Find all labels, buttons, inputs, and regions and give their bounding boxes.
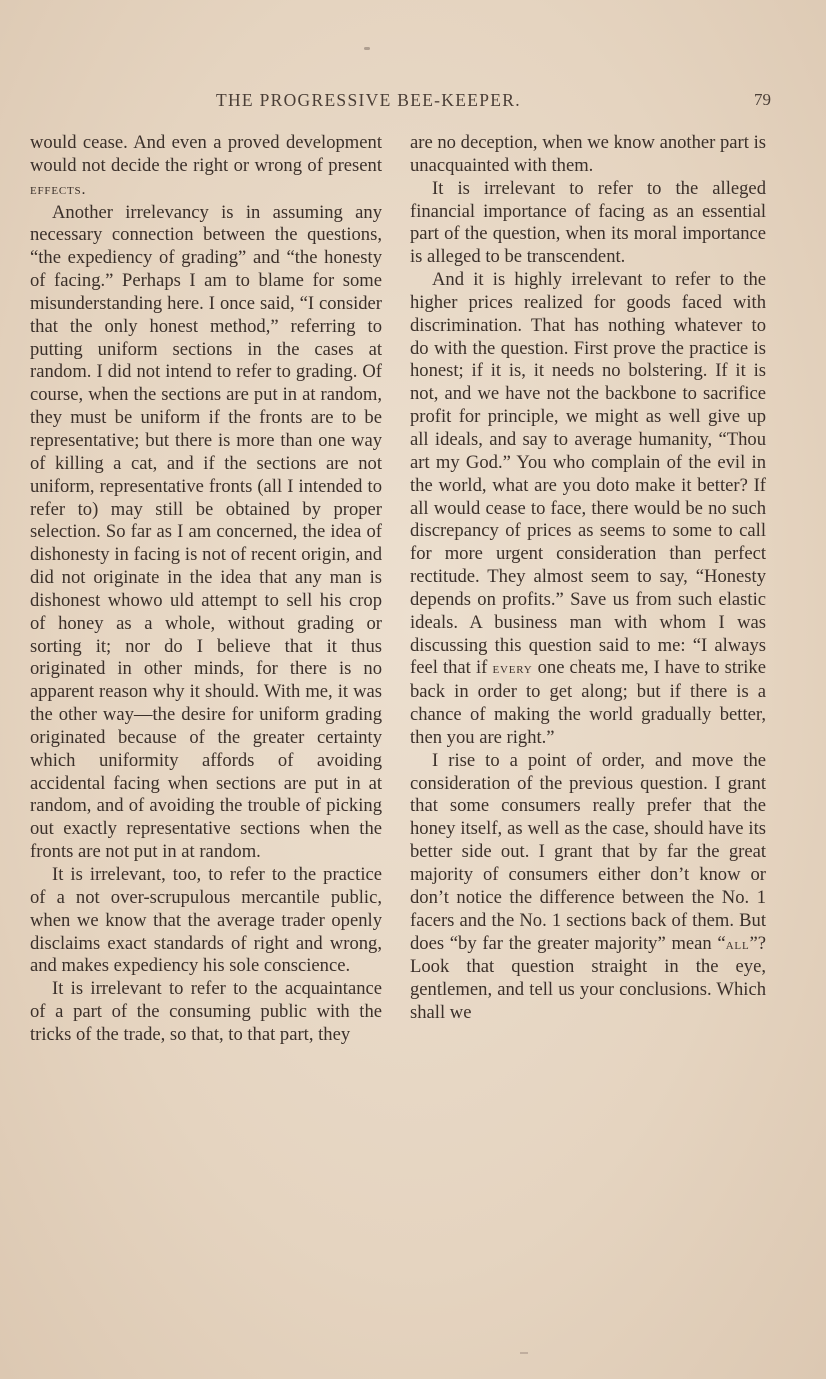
paragraph: [30, 132, 382, 202]
paragraph: [410, 269, 766, 750]
ink-speck: [520, 1352, 528, 1354]
paragraph-text: I rise to a point of order, and move the consideration of the previous question. I grant that some consumers really prefer that the honey itself, as well as the case, should have its better side out. I grant that by far the great majority of consumers either don’t know or don’t notice the difference between the No. 1 facers and the No. 1 sections back of them. But does “by far the greater majority” mean “: [410, 749, 766, 954]
paragraph: It is irrelevant to refer to the acquaintance of a part of the consuming public with the tricks of the trade, so that, to that part, they: [30, 978, 382, 1045]
left-column: [30, 132, 382, 1047]
paragraph-text: one cheats me, I have to strike back in order to get along; but if there is a chance of making the world gradually better, then you are right.”: [410, 657, 766, 748]
ink-speck: [364, 47, 370, 50]
small-caps-text: effects.: [30, 180, 87, 198]
paragraph-text: ”? Look that question straight in the eye, gentlemen, and tell us your conclusions. Which shall we: [410, 932, 766, 1024]
running-head: THE PROGRESSIVE BEE-KEEPER.: [216, 90, 521, 110]
paragraph: It is irrelevant to refer to the alleged financial importance of facing as an essential part of the question, when its moral importance is alleged to be transcendent.: [410, 177, 766, 268]
paragraph: [410, 750, 766, 1025]
small-caps-text: every: [492, 660, 533, 678]
right-column: [410, 132, 766, 1025]
paragraph: It is irrelevant, too, to refer to the practice of a not over-scrupulous mercantile public, when we know that the average trader openly disclaims exact standards of right and wrong, and makes expediency his sole conscience.: [30, 864, 382, 977]
page-header: [0, 88, 826, 114]
paragraph: Another irrelevancy is in assuming any necessary connection between the questions, “the expediency of grading” and “the honesty of facing.” Perhaps I am to blame for some misunderstanding here. I once said, “I consider that the only honest method,” referring to putting uniform sections in the cases at random. I did not intend to refer to grading. Of course, when the sections are put in at random, they must be uniform if the fronts are to be representative; but there is more than one way of killing a cat, and if the sections are not uniform, representative fronts (all I intended to refer to) may still be obtained by proper selection. So far as I am concerned, the idea of dishonesty in facing is not of recent origin, and did not originate in the idea that any man is dishonest whowo uld attempt to sell his crop of honey as a whole, without grading or sorting it; nor do I believe that it thus originated in other minds, for there is no apparent reason why it should. With me, it was the other way—the desire for uniform grading originated because of the greater certainty which uniformity affords of avoiding accidental facing when sections are put in at random, and of avoiding the trouble of picking out exactly representative sections when the fronts are not put in at random.: [30, 201, 382, 863]
paragraph-text: would cease. And even a proved development would not decide the right or wrong of present: [30, 132, 382, 176]
small-caps-text: all: [725, 935, 750, 953]
paragraph-text: And it is highly irrelevant to refer to the higher prices realized for goods faced with discrimination. That has nothing whatever to do with the question. First prove the practice is honest; if it is, it needs no bolstering. If it is not, and we have not the backbone to sacrifice profit for principle, we might as well give up all ideals, and say to average humanity, “Thou art my God.” You who complain of the evil in the world, what are you doto make it better? If all would cease to face, there would be no such discrepancy of prices as seems to some to call for more urgent consideration than perfect rectitude. They almost seem to say, “Honesty depends on profits.” Save us from such elastic ideals. A business man with whom I was discussing this question said to me: “I always feel that if: [410, 269, 766, 679]
paragraph: are no deception, when we know another part is unacquainted with them.: [410, 132, 766, 176]
page-number: 79: [754, 90, 771, 109]
